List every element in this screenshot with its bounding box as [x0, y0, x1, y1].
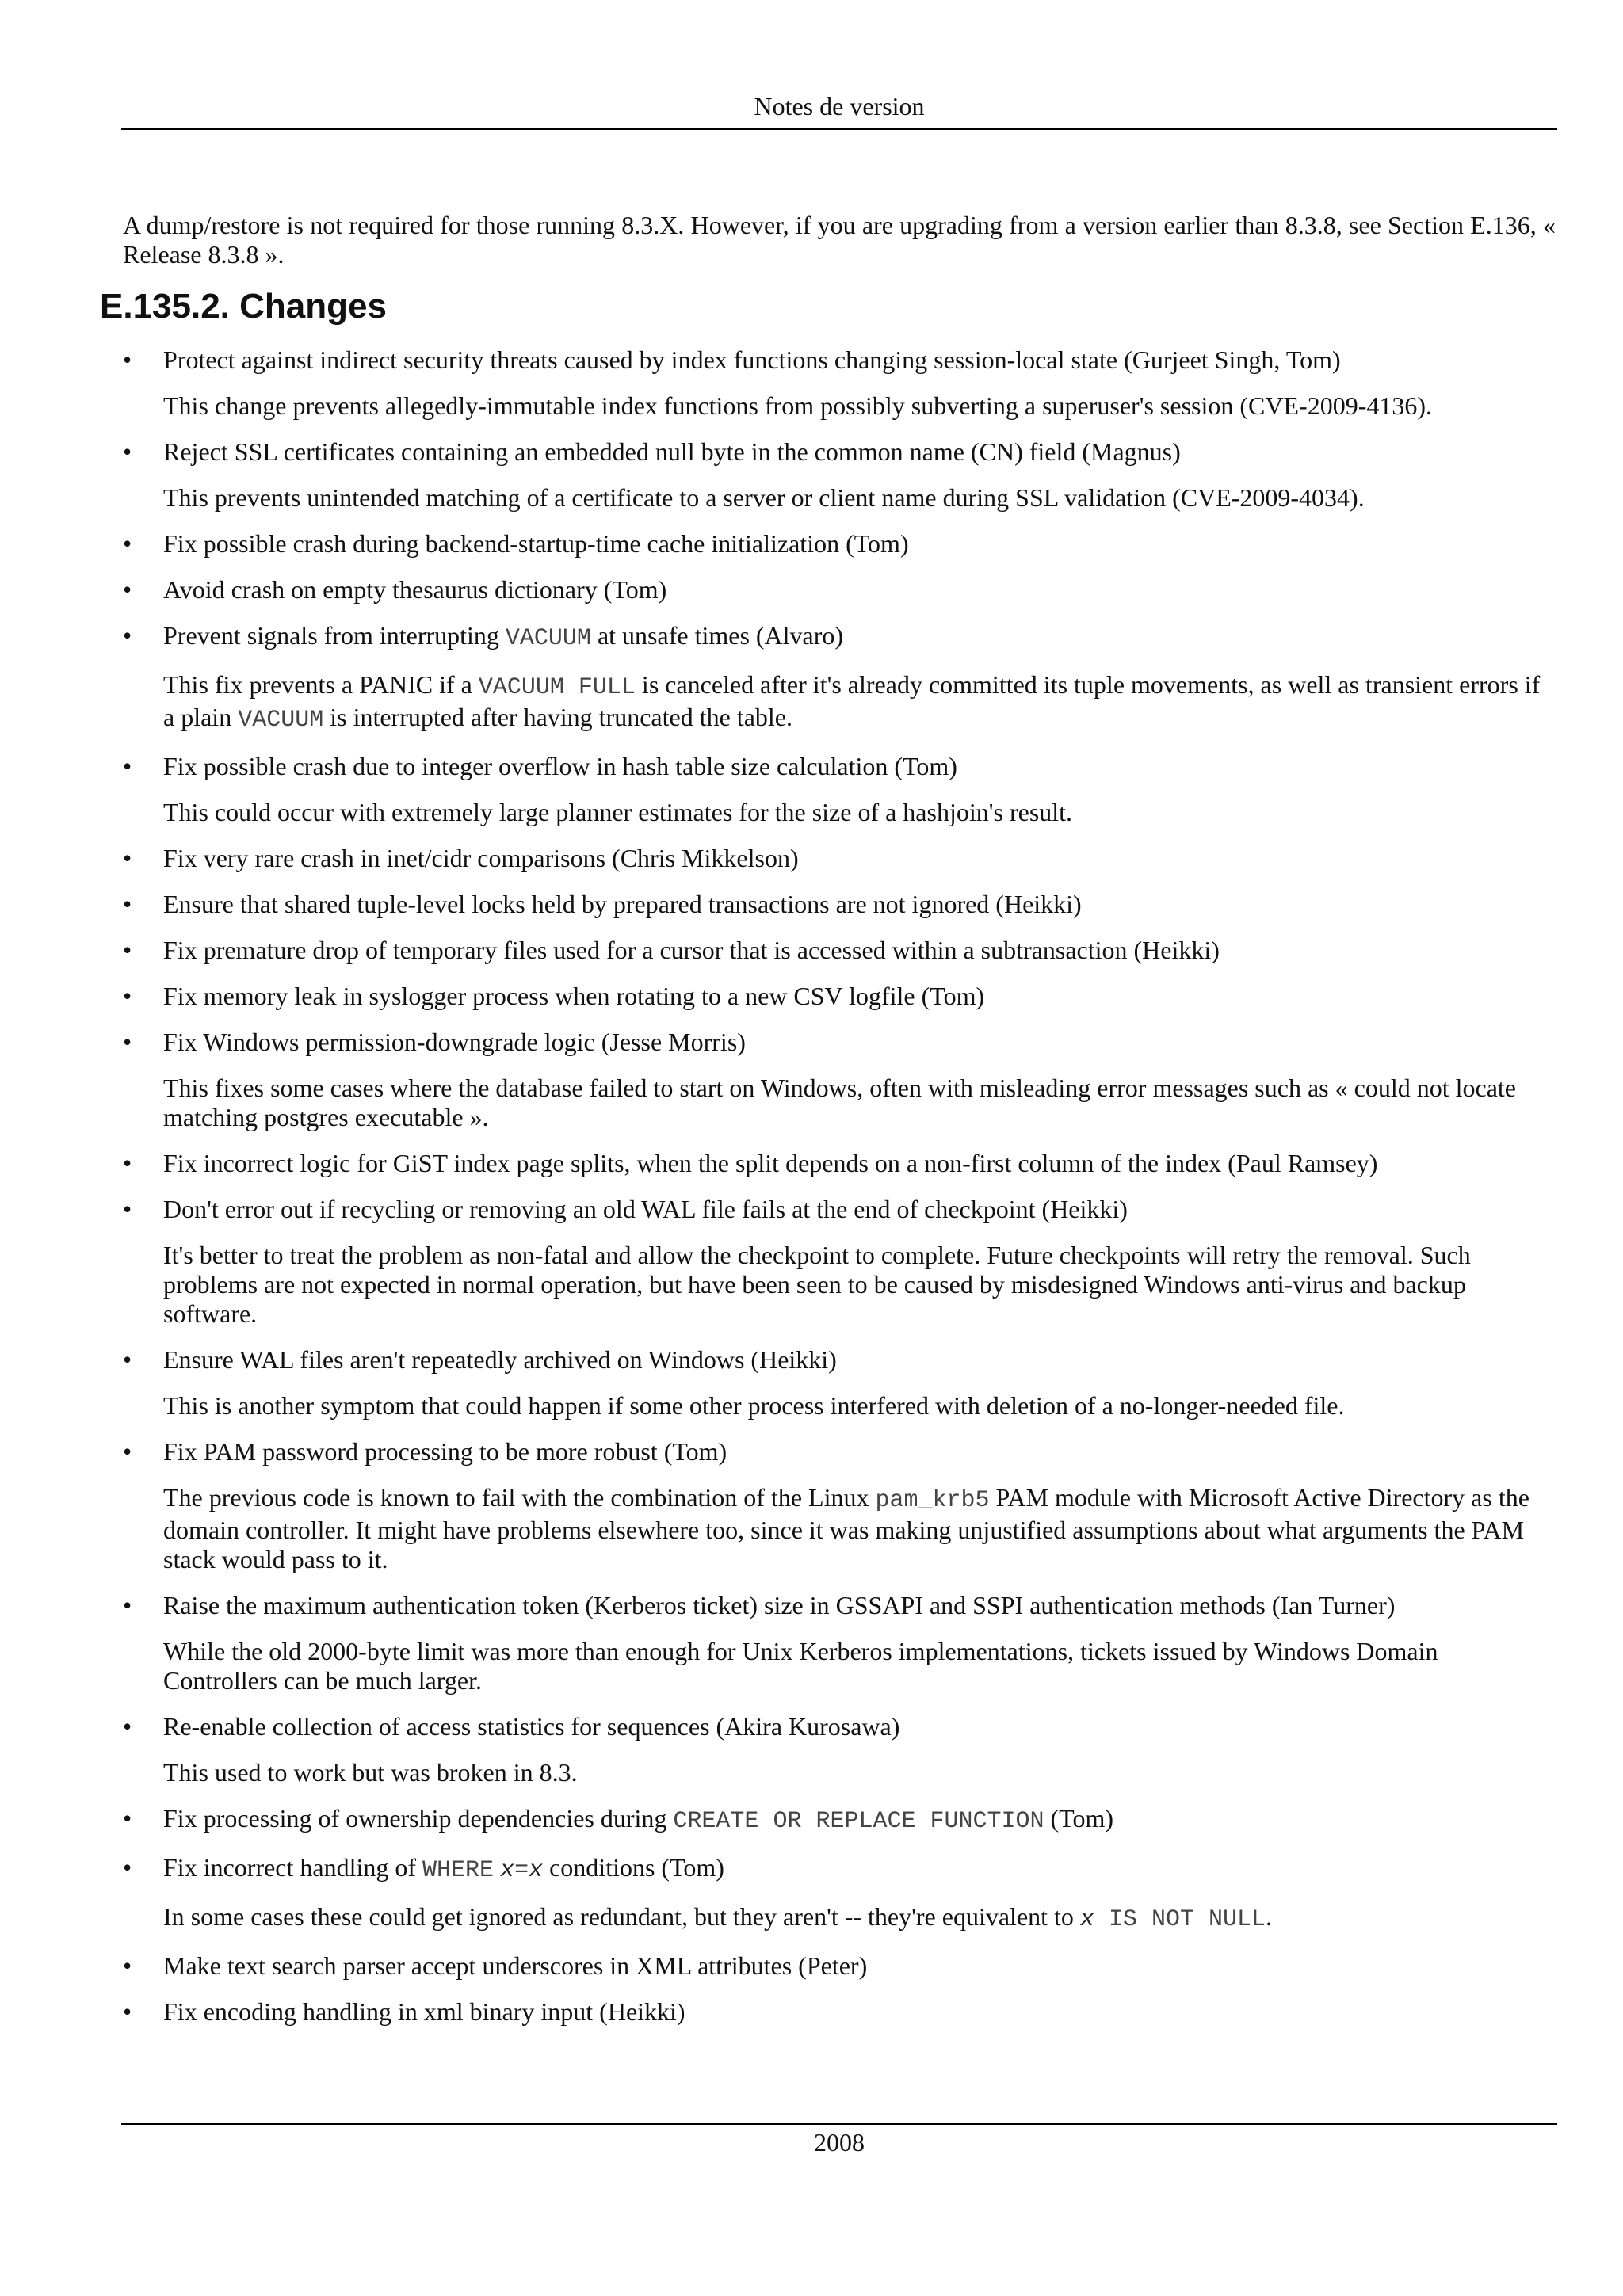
list-item: [123, 1345, 1556, 1421]
item-detail: [163, 1902, 1556, 1935]
bullet: •: [123, 1028, 132, 1056]
text-run: is interrupted after having truncated the table.: [323, 703, 792, 731]
text-run: at unsafe times (Alvaro): [590, 621, 844, 650]
item-detail: This fixes some cases where the database failed to start on Windows, often with misleading error messages such as « could not locate matching postgres executable ».: [163, 1074, 1516, 1131]
item-detail: This used to work but was broken in 8.3.: [163, 1758, 578, 1787]
bullet: •: [123, 1712, 132, 1741]
code-literal: IS NOT NULL: [1094, 1906, 1266, 1933]
item-text: Ensure that shared tuple-level locks held by prepared transactions are not ignored (Heikki): [163, 890, 1082, 918]
bullet: •: [123, 890, 132, 918]
list-item: [123, 1591, 1556, 1695]
bullet: •: [123, 1195, 132, 1223]
operator: =: [514, 1857, 529, 1884]
list-item: [123, 529, 1556, 559]
bullet: •: [123, 936, 132, 964]
item-detail: While the old 2000-byte limit was more than enough for Unix Kerberos implementations, tickets issued by Windows Domain Controllers can be much larger.: [163, 1637, 1438, 1695]
list-item: [123, 1195, 1556, 1329]
text-run: In some cases these could get ignored as redundant, but they aren't -- they're equivalent to: [163, 1902, 1080, 1931]
item-text: [163, 1853, 1556, 1886]
text-run: Fix processing of ownership dependencies during: [163, 1804, 674, 1833]
page-body: [100, 211, 1556, 2043]
intro-paragraph: A dump/restore is not required for those running 8.3.X. However, if you are upgrading from a version earlier than 8.3.8, see Section E.136, « Release 8.3.8 ».: [123, 211, 1556, 269]
section-heading: E.135.2. Changes: [100, 287, 387, 326]
code-literal: VACUUM: [505, 625, 591, 652]
bullet: •: [123, 345, 132, 374]
list-item: [123, 1804, 1556, 1836]
item-text: Fix incorrect logic for GiST index page splits, when the split depends on a non-first column of the index (Paul Ramsey): [163, 1149, 1378, 1177]
text-run: .: [1265, 1902, 1272, 1931]
text-run: conditions (Tom): [543, 1853, 724, 1882]
list-item: [123, 1712, 1556, 1787]
bullet: •: [123, 575, 132, 604]
item-text: Fix PAM password processing to be more robust (Tom): [163, 1437, 727, 1466]
list-item: [123, 1028, 1556, 1132]
item-text: Make text search parser accept underscores in XML attributes (Peter): [163, 1951, 868, 1980]
list-item: [123, 1951, 1556, 1981]
bullet: •: [123, 1804, 132, 1833]
item-text: [163, 1804, 1556, 1836]
bullet: •: [123, 1951, 132, 1980]
item-text: Fix possible crash during backend-startup-time cache initialization (Tom): [163, 529, 909, 558]
list-item: [123, 936, 1556, 965]
item-text: Fix premature drop of temporary files used for a cursor that is accessed within a subtransaction (Heikki): [163, 936, 1220, 964]
item-text: Don't error out if recycling or removing an old WAL file fails at the end of checkpoint (Heikki): [163, 1195, 1128, 1223]
item-detail: This prevents unintended matching of a certificate to a server or client name during SSL validation (CVE-2009-4034).: [163, 483, 1365, 512]
bullet: •: [123, 621, 132, 650]
list-item: [123, 1997, 1556, 2027]
variable: x: [529, 1857, 544, 1884]
bullet: •: [123, 1149, 132, 1177]
header-rule: [121, 128, 1557, 130]
changes-list: [123, 345, 1556, 2027]
item-text: Fix Windows permission-downgrade logic (Jesse Morris): [163, 1028, 746, 1056]
page-number: 2008: [814, 2128, 865, 2157]
list-item: [123, 345, 1556, 421]
variable: x: [500, 1857, 515, 1884]
code-literal: CREATE OR REPLACE FUNCTION: [673, 1808, 1044, 1835]
item-text: Fix possible crash due to integer overflow in hash table size calculation (Tom): [163, 752, 957, 780]
list-item: [123, 621, 1556, 735]
item-text: Reject SSL certificates containing an embedded null byte in the common name (CN) field (Magnus): [163, 437, 1181, 466]
code-literal: pam_krb5: [875, 1487, 990, 1514]
item-text: [163, 621, 1556, 654]
item-text: Re-enable collection of access statistics for sequences (Akira Kurosawa): [163, 1712, 900, 1741]
bullet: •: [123, 982, 132, 1010]
item-detail: This is another symptom that could happen if some other process interfered with deletion of a no-longer-needed file.: [163, 1391, 1345, 1420]
bullet: •: [123, 1345, 132, 1374]
list-item: [123, 752, 1556, 827]
item-detail: [163, 670, 1556, 735]
running-header: Notes de version: [754, 92, 925, 120]
code-literal: VACUUM FULL: [478, 674, 636, 701]
item-text: Fix encoding handling in xml binary input (Heikki): [163, 1997, 685, 2026]
list-item: [123, 982, 1556, 1011]
text-run: is canceled after it's already committed its tuple movements, as well as transient errors if a plain: [163, 670, 1541, 731]
bullet: •: [123, 1591, 132, 1619]
variable: x: [1079, 1906, 1094, 1933]
bullet: •: [123, 529, 132, 558]
list-item: [123, 1149, 1556, 1178]
item-text: Protect against indirect security threats caused by index functions changing session-local state (Gurjeet Singh, Tom): [163, 345, 1341, 374]
text-run: Prevent signals from interrupting: [163, 621, 506, 650]
text-run: PAM module with Microsoft Active Directory as the domain controller. It might have problems elsewhere too, since it was making unjustified assumptions about what arguments the PAM stack would pass to it.: [163, 1483, 1529, 1573]
item-text: Avoid crash on empty thesaurus dictionary (Tom): [163, 575, 667, 604]
item-text: Fix memory leak in syslogger process when rotating to a new CSV logfile (Tom): [163, 982, 985, 1010]
list-item: [123, 437, 1556, 513]
list-item: [123, 844, 1556, 873]
footer-rule: [121, 2123, 1557, 2125]
text-run: The previous code is known to fail with the combination of the Linux: [163, 1483, 876, 1512]
bullet: •: [123, 1997, 132, 2026]
bullet: •: [123, 1853, 132, 1882]
item-detail: [163, 1483, 1556, 1574]
text-run: (Tom): [1044, 1804, 1114, 1833]
bullet: •: [123, 844, 132, 872]
list-item: [123, 1853, 1556, 1935]
code-literal: VACUUM: [238, 707, 324, 734]
item-text: Fix very rare crash in inet/cidr comparisons (Chris Mikkelson): [163, 844, 799, 872]
bullet: •: [123, 752, 132, 780]
bullet: •: [123, 1437, 132, 1466]
code-literal: WHERE: [422, 1857, 495, 1884]
item-text: Ensure WAL files aren't repeatedly archived on Windows (Heikki): [163, 1345, 837, 1374]
text-run: This fix prevents a PANIC if a: [163, 670, 479, 699]
item-detail: This change prevents allegedly-immutable index functions from possibly subverting a superuser's session (CVE-2009-4136).: [163, 391, 1432, 420]
item-text: Raise the maximum authentication token (Kerberos ticket) size in GSSAPI and SSPI authentication methods (Ian Turner): [163, 1591, 1396, 1619]
list-item: [123, 890, 1556, 919]
text-run: Fix incorrect handling of: [163, 1853, 423, 1882]
list-item: [123, 1437, 1556, 1574]
item-detail: It's better to treat the problem as non-fatal and allow the checkpoint to complete. Future checkpoints will retry the removal. Such problems are not expected in normal operation, but have been seen to be caused by misdesigned Windows anti-virus and backup software.: [163, 1241, 1471, 1328]
list-item: [123, 575, 1556, 605]
item-detail: This could occur with extremely large planner estimates for the size of a hashjoin's result.: [163, 798, 1073, 826]
bullet: •: [123, 437, 132, 466]
